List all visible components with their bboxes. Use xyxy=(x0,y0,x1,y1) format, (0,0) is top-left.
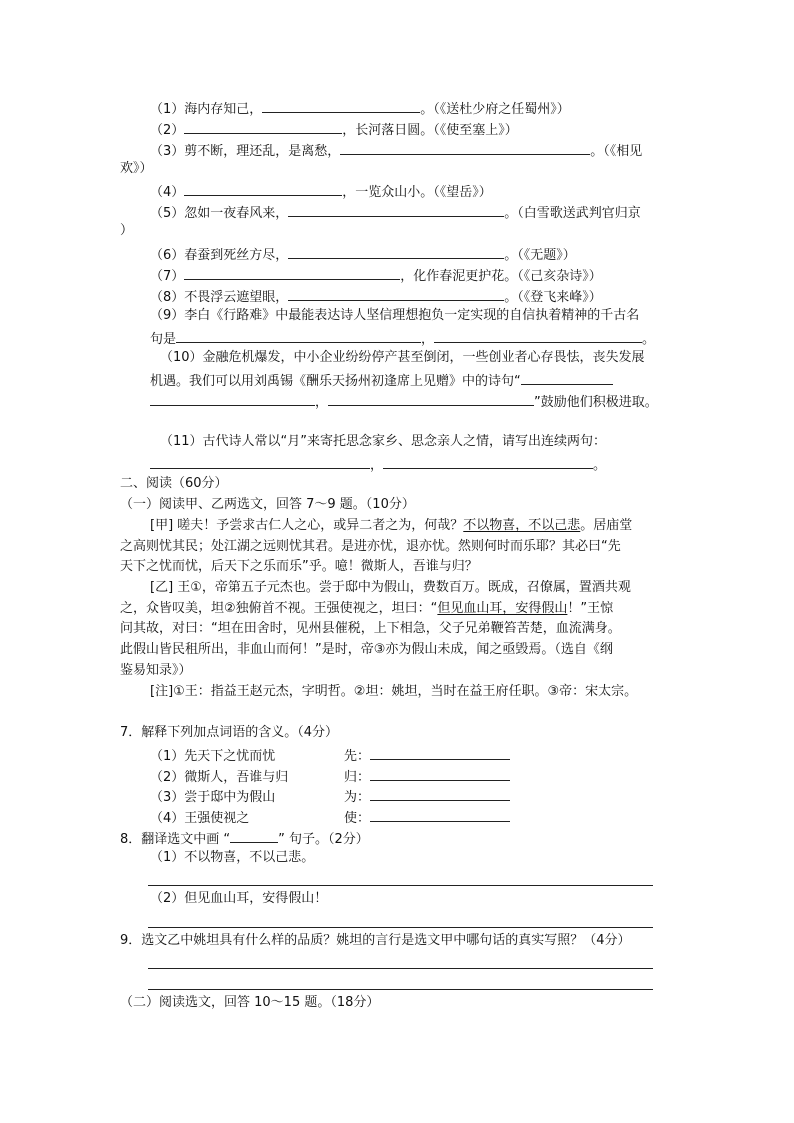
q8-title-text: 8．翻译选文中画 “ xyxy=(120,832,231,847)
q8-title-text: ” 句子。（2分） xyxy=(278,832,369,847)
fill-q10-line2 xyxy=(150,370,613,391)
q7-item-label: 使： xyxy=(344,811,371,826)
answer-blank[interactable] xyxy=(150,391,315,406)
answer-blank[interactable] xyxy=(150,454,370,469)
passage-yi-line: 鉴易知录》） xyxy=(120,663,192,678)
fill-q4 xyxy=(150,181,492,202)
answer-blank[interactable] xyxy=(184,265,400,280)
fill-q3-prefix: （3）剪不断，理还乱，是离愁， xyxy=(150,144,341,159)
fill-q5-source: 。（白雪歌送武判官归京 xyxy=(504,206,641,221)
fill-q6-source: 。（《无题》） xyxy=(504,248,576,263)
answer-blank[interactable] xyxy=(370,786,510,801)
fill-q3-source: 。（《相见 xyxy=(590,144,643,159)
answer-line[interactable] xyxy=(148,927,653,928)
answer-blank[interactable] xyxy=(184,181,342,196)
fill-q9 xyxy=(150,328,655,349)
fill-q10-lead: 机遇。我们可以用刘禹锡《酬乐天扬州初逢席上见赠》中的诗句“ xyxy=(150,374,521,389)
passage-jia-line: 天下之忧而忧，后天下之乐而乐”乎。噫！微斯人，吾谁与归？ xyxy=(120,559,478,574)
fill-q5-prefix: （5）忽如一夜春风来， xyxy=(150,206,289,221)
fill-q9-prompt: （9）李白《行路难》中最能表达诗人坚信理想抱负一定实现的自信执着精神的千古名 xyxy=(150,308,640,323)
q7-item-text: （3）尝于邸中为假山 xyxy=(150,790,276,805)
passage-text: ！”王惊 xyxy=(567,601,614,616)
q7-item-label: 归： xyxy=(344,770,371,785)
answer-blank[interactable] xyxy=(176,328,421,343)
fill-q10-prompt: （10）金融危机爆发，中小企业纷纷停产甚至倒闭，一些创业者心存畏怯，丧失发展 xyxy=(160,350,645,365)
fill-q1-prefix: （1）海内存知己， xyxy=(150,102,263,117)
answer-blank[interactable] xyxy=(340,140,590,155)
section-title: 二、阅读（60分） xyxy=(120,476,228,491)
q7-item-text: （2）微斯人，吾谁与归 xyxy=(150,770,289,785)
fill-q11 xyxy=(150,454,606,475)
fill-q3-wrap: 欢》） xyxy=(120,161,153,176)
answer-blank[interactable] xyxy=(288,244,504,259)
passage-jia-line xyxy=(150,517,632,535)
answer-blank[interactable] xyxy=(370,766,510,781)
fill-q5-wrap: ） xyxy=(120,223,134,238)
underlined-sentence: 不以物喜，不以己悲 xyxy=(463,518,581,533)
fill-q1-source: 。（《送杜少府之任蜀州》） xyxy=(420,102,570,117)
fill-q8-prefix: （8）不畏浮云遮望眼， xyxy=(150,290,289,305)
answer-blank[interactable] xyxy=(328,391,534,406)
fill-q9-prefix: 句是 xyxy=(150,332,177,347)
answer-line[interactable] xyxy=(148,989,653,990)
q7-title: 7．解释下列加点词语的含义。（4分） xyxy=(120,725,339,740)
answer-blank[interactable] xyxy=(262,98,420,113)
q7-item xyxy=(150,745,510,766)
q8-sentence-2: （2）但见血山耳，安得假山！ xyxy=(150,891,328,906)
answer-line[interactable] xyxy=(148,885,653,886)
passage-yi-line xyxy=(120,600,613,618)
q7-item-text: （1）先天下之忧而忧 xyxy=(150,749,276,764)
underline-marker xyxy=(230,828,278,843)
q8-title xyxy=(120,828,369,849)
part2-title: （二）阅读选文，回答 10～15 题。（18分） xyxy=(120,995,380,1010)
fill-q7-prefix: （7） xyxy=(150,269,185,284)
answer-blank[interactable] xyxy=(383,454,593,469)
fill-q7-source: ，化作春泥更护花。（《己亥杂诗》） xyxy=(400,269,602,284)
passage-yi-line: 此假山皆民租所出，非血山而何！”是时，帝③亦为假山未成，闻之亟毁焉。（选自《纲 xyxy=(120,642,613,657)
fill-q8-source: 。（《登飞来峰》） xyxy=(504,290,602,305)
passage-note: [注]①王：指益王赵元杰，字明哲。②坦：姚坦，当时在益王府任职。③帝：宋太宗。 xyxy=(150,684,638,699)
fill-q1 xyxy=(150,98,570,119)
passage-text: 之，众皆叹美，坦②独俯首不视。王强使视之，坦曰：“ xyxy=(120,601,438,616)
answer-blank[interactable] xyxy=(184,119,342,134)
fill-q9-end: 。 xyxy=(642,332,656,347)
fill-q6 xyxy=(150,244,576,265)
answer-blank[interactable] xyxy=(288,202,504,217)
answer-blank[interactable] xyxy=(521,370,613,385)
fill-q2-prefix: （2） xyxy=(150,123,185,138)
fill-q7 xyxy=(150,265,602,286)
passage-jia-line: 之高则忧其民；处江湖之远则忧其君。是进亦忧，退亦忧。然则何时而乐耶？其必曰“先 xyxy=(120,539,621,554)
answer-blank[interactable] xyxy=(370,807,510,822)
q7-item xyxy=(150,807,510,828)
q7-item xyxy=(150,766,510,787)
answer-blank[interactable] xyxy=(370,745,510,760)
fill-q2-source: ，长河落日圆。（《使至塞上》） xyxy=(342,123,518,138)
fill-q4-prefix: （4） xyxy=(150,185,185,200)
fill-q11-comma: ， xyxy=(370,458,384,473)
fill-q4-source: ，一览众山小。（《望岳》） xyxy=(342,185,492,200)
q7-item xyxy=(150,786,510,807)
fill-q11-prompt: （11）古代诗人常以“月”来寄托思念家乡、思念亲人之情，请写出连续两句： xyxy=(160,434,607,449)
q7-item-text: （4）王强使视之 xyxy=(150,811,250,826)
part1-title: （一）阅读甲、乙两选文，回答 7～9 题。（10分） xyxy=(120,497,415,512)
passage-text: 。居庙堂 xyxy=(580,518,633,533)
fill-q11-end: 。 xyxy=(593,458,607,473)
fill-q2 xyxy=(150,119,518,140)
passage-text: [甲] 嗟夫！予尝求古仁人之心，或异二者之为，何哉？ xyxy=(150,518,464,533)
answer-blank[interactable] xyxy=(434,328,642,343)
q8-sentence-1: （1）不以物喜，不以己悲。 xyxy=(150,850,315,865)
q9-title: 9．选文乙中姚坦具有什么样的品质？姚坦的言行是选文甲中哪句话的真实写照？（4分） xyxy=(120,933,631,948)
answer-line[interactable] xyxy=(148,968,653,969)
fill-q10-end: ”鼓励他们积极进取。 xyxy=(534,395,658,410)
passage-yi-line: [乙] 王①，帝第五子元杰也。尝于邸中为假山，费数百万。既成，召僚属，置酒共观 xyxy=(150,580,631,595)
fill-q6-prefix: （6）春蚕到死丝方尽， xyxy=(150,248,289,263)
fill-q8 xyxy=(150,286,602,307)
fill-q10-comma: ， xyxy=(315,395,329,410)
underlined-sentence: 但见血山耳，安得假山 xyxy=(437,601,568,616)
fill-q5 xyxy=(150,202,641,223)
q7-item-label: 先： xyxy=(344,749,371,764)
answer-blank[interactable] xyxy=(288,286,504,301)
fill-q3 xyxy=(150,140,642,161)
fill-q9-comma: ， xyxy=(421,332,435,347)
passage-yi-line: 问其故，对曰：“坦在田舍时，见州县催税，上下相急，父子兄弟鞭笞苦楚，血流满身。 xyxy=(120,621,621,636)
q7-item-label: 为： xyxy=(344,790,371,805)
fill-q10-line3 xyxy=(150,391,658,412)
